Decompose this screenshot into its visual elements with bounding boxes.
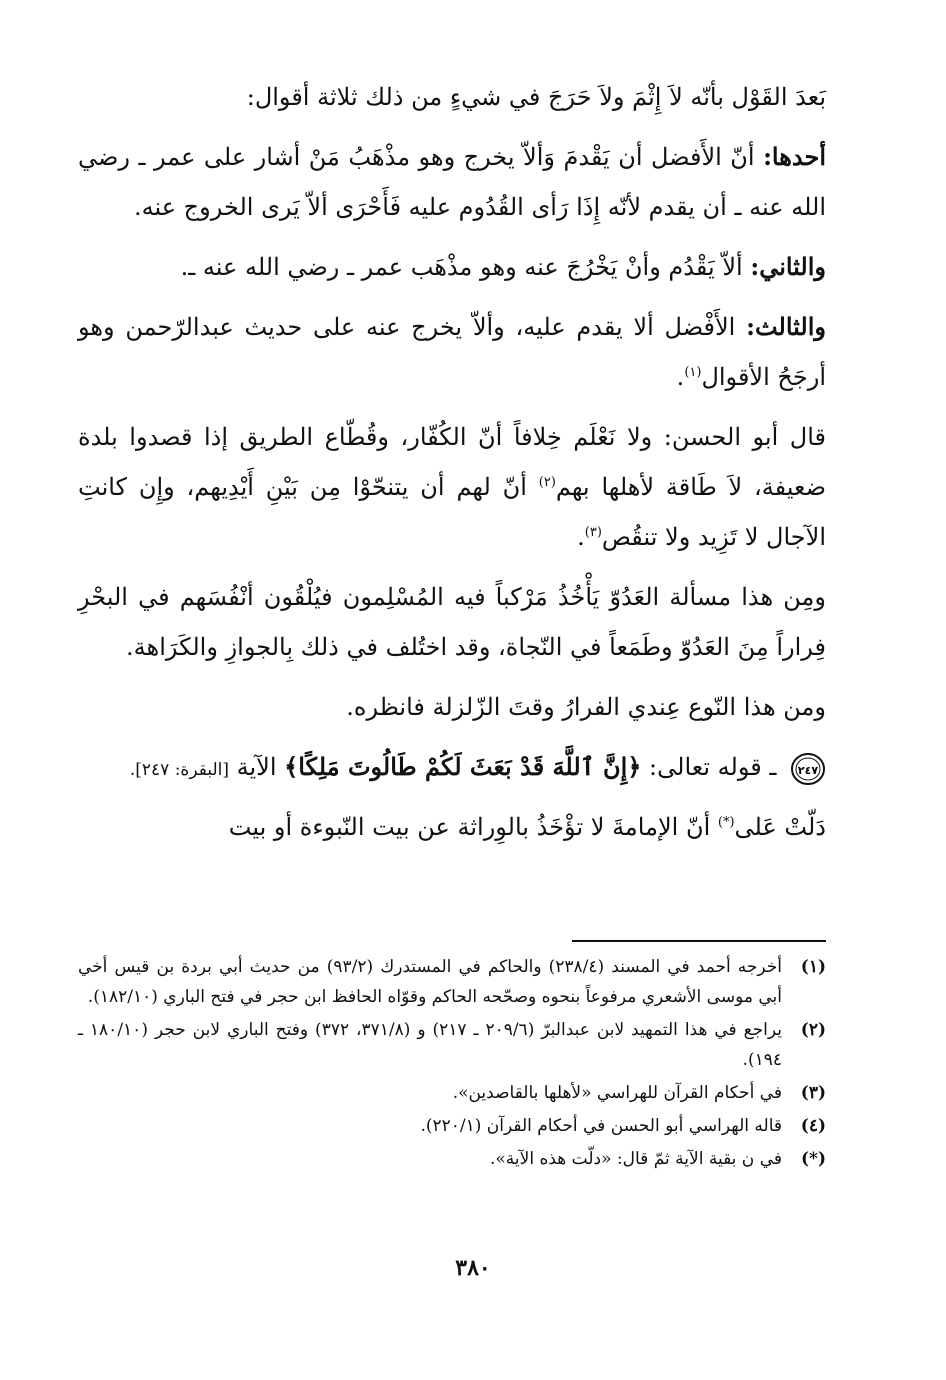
paragraph-text: ومِن هذا مسألة العَدُوّ يَأْخُذُ مَرْكباً فيه المُسْلِمون فيُلْقُون أنْفُسَهم في البحْرِ فِراراً مِنَ العَدُوّ وطَمَعاً في النّجاة، وقد اختُلف في ذلك بِالجوازِ والكَرَاهة.	[78, 583, 826, 661]
paragraph-second-opinion	[78, 242, 826, 292]
verse-suffix: الآية	[228, 753, 285, 781]
paragraph-text: دَلّتْ عَلى	[734, 813, 826, 841]
footnote-ref[interactable]: (١)	[684, 365, 702, 380]
footnote-number: (٣)	[800, 1083, 826, 1103]
paragraph-first-opinion	[78, 132, 826, 232]
footnote-number: (١)	[800, 957, 826, 977]
paragraph-text: بَعدَ القَوْل بأنّه لاَ إِثْمَ ولاَ حَرَجَ في شيءٍ من ذلك ثلاثة أقوال:	[246, 83, 826, 111]
paragraph-third-opinion	[78, 302, 826, 402]
paragraph-text: ومن هذا النّوع عِندي الفرارُ وقتَ الزّلزلة فانظره.	[346, 693, 826, 721]
paragraph-verse	[78, 742, 826, 792]
paragraph-text: قال أبو الحسن: ولا نَعْلَم خِلافاً أنّ الكُفّار، وقُطّاع الطريق إذا قصدوا بلدة ضعيفة، لاَ طَاقة لأهلها بهم	[78, 423, 826, 501]
surah-reference: [البقرة: ٢٤٧].	[129, 760, 229, 780]
footnote-text: أخرجه أحمد في المسند (٢٣٨/٤) والحاكم في المستدرك (٩٣/٢) من حديث أبي بردة بن قيس أخي أبي موسى الأشعري مرفوعاً بنحوه وصحّحه الحاكم وقوّاه الحافظ ابن حجر في فتح الباري (١٨٢/١٠).	[78, 957, 782, 1007]
footnote-divider	[572, 940, 826, 942]
footnote-number: (٢)	[800, 1020, 826, 1040]
footnote-ref[interactable]: (٢)	[538, 475, 556, 490]
quran-quote: ﴿إِنَّ ٱللَّهَ قَدْ بَعَثَ لَكُمْ طَالُوتَ مَلِكًا﴾	[284, 752, 642, 781]
ayah-number-icon	[790, 752, 826, 786]
footnote-ref[interactable]: (*)	[717, 815, 735, 830]
paragraph-text: أنّ الأَفضل أن يَقْدمَ وَألاّ يخرج وهو مذْهَبُ مَنْ أشار على عمر ـ رضي الله عنه ـ أن يقدم لأنّه إِذَا رَأى القُدُوم عليه فَأَحْرَى ألاّ يَرى الخروج عنه.	[78, 143, 826, 221]
footnote-4	[78, 1111, 826, 1141]
paragraph-text: أنّ لهم أن يتنحّوْا مِن بَيْنِ أَيْدِيهم، وإِن كانتِ الآجال لا تَزِيد ولا تنقُص	[78, 473, 826, 551]
footnote-2	[78, 1015, 826, 1075]
page-number: ٣٨٠	[455, 1255, 491, 1281]
paragraph-enemy-ship	[78, 572, 826, 672]
paragraph-earthquake	[78, 682, 826, 732]
footnotes	[78, 952, 826, 1177]
paragraph-imamate	[78, 802, 826, 852]
footnote-text: في ن بقية الآية ثمّ قال: «دلّت هذه الآية».	[490, 1149, 782, 1169]
footnote-number: (*)	[801, 1149, 826, 1169]
paragraph-text: أنّ الإمامةَ لا تؤْخَذُ بالوِراثة عن بيت النّبوءة أو بيت	[228, 813, 718, 841]
footnote-number: (٤)	[800, 1116, 826, 1136]
footnote-text: في أحكام القرآن للهراسي «لأهلها بالقاصدين».	[452, 1083, 782, 1103]
main-text	[78, 72, 826, 862]
ayah-number: ٢٤٧	[797, 763, 819, 777]
footnote-3	[78, 1078, 826, 1108]
footnote-1	[78, 952, 826, 1012]
footnote-text: قاله الهراسي أبو الحسن في أحكام القرآن (٢٢٠/١).	[420, 1116, 782, 1136]
paragraph-intro	[78, 72, 826, 122]
footnote-text: يراجع في هذا التمهيد لابن عبدالبرّ (٢٠٩/٦ ـ ٢١٧) و (٣٧١/٨، ٣٧٢) وفتح الباري لابن حجر (١٨٠/١٠ ـ ١٩٤).	[78, 1020, 782, 1070]
verse-intro: ـ قوله تعالى:	[641, 753, 784, 781]
paragraph-end: .	[577, 523, 585, 551]
paragraph-text: الأَفْضل ألا يقدم عليه، وألاّ يخرج عنه على حديث عبدالرّحمن وهو أرجَحُ الأقوال	[78, 313, 826, 391]
paragraph-lead: والثالث:	[746, 312, 826, 341]
paragraph-abu-hasan	[78, 412, 826, 562]
footnote-ref[interactable]: (٣)	[584, 525, 602, 540]
footnote-star	[78, 1144, 826, 1174]
paragraph-text: ألاّ يَقْدُم وأنْ يَخْرُجَ عنه وهو مذْهَب عمر ـ رضي الله عنه ـ.	[180, 253, 743, 281]
paragraph-end: .	[676, 363, 685, 391]
paragraph-lead: والثاني:	[750, 252, 826, 281]
paragraph-lead: أحدها:	[763, 142, 826, 171]
